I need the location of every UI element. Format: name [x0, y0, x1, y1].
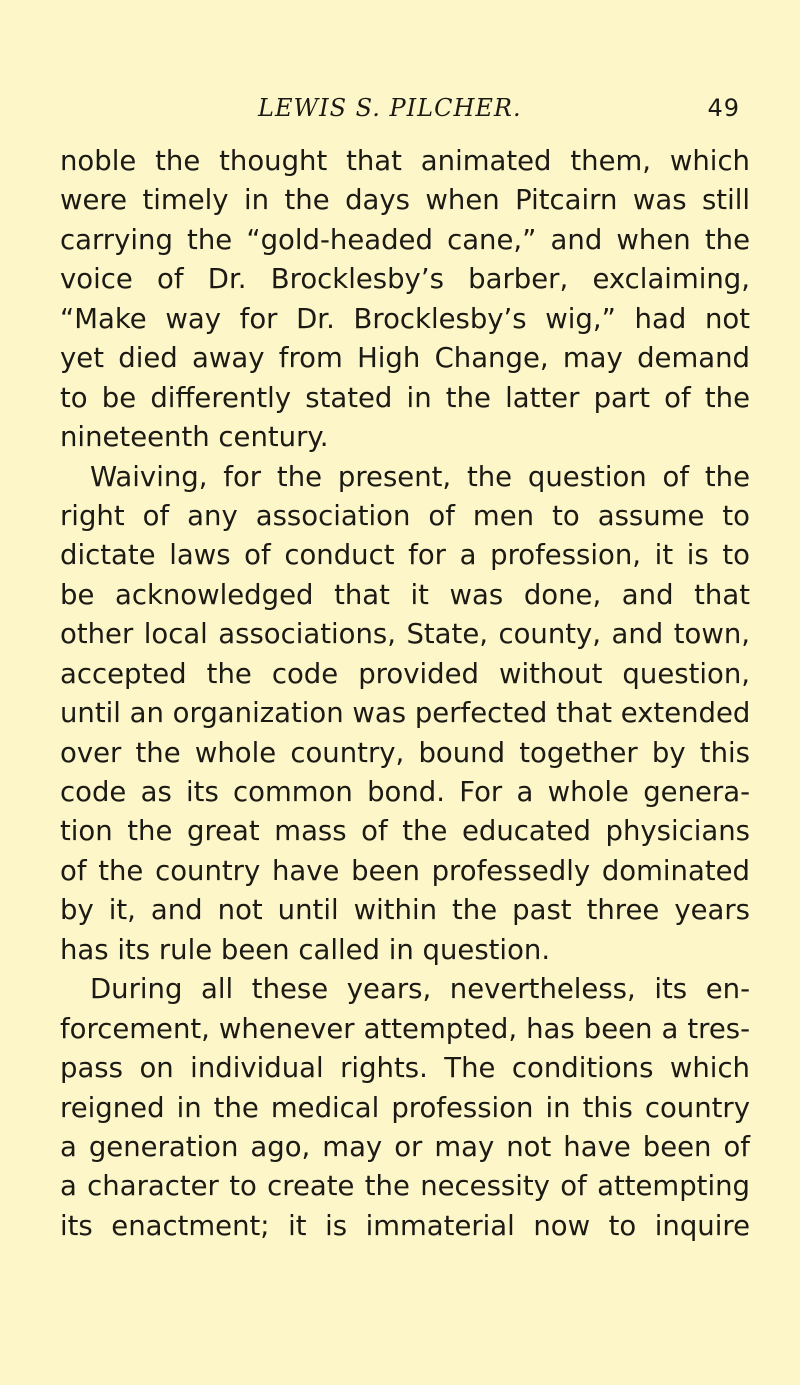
text-line: pass on individual rights. The conditions which: [60, 1052, 750, 1085]
running-title: LEWIS S. PILCHER.: [258, 94, 522, 122]
text-line: until an organization was perfected that extended: [60, 697, 751, 730]
text-line: During all these years, nevertheless, its en-: [90, 973, 750, 1006]
text-line: a character to create the necessity of attempting: [60, 1170, 750, 1203]
text-line: accepted the code provided without question,: [60, 657, 750, 690]
text-line: a generation ago, may or may not have been of: [60, 1130, 750, 1163]
text-line: Waiving, for the present, the question of the: [90, 460, 750, 493]
text-line: yet died away from High Change, may demand: [60, 342, 750, 375]
text-line: dictate laws of conduct for a profession, it is to: [60, 539, 750, 572]
text-line: over the whole country, bound together by this: [60, 736, 750, 769]
text-line: carrying the “gold-headed cane,” and when the: [60, 223, 750, 256]
page-number: 49: [707, 94, 740, 122]
text-line: nineteenth century.: [60, 421, 329, 454]
text-line: by it, and not until within the past three years: [60, 894, 750, 927]
running-head: [60, 94, 740, 134]
text-line: its enactment; it is immaterial now to inquire: [60, 1209, 750, 1242]
text-line: code as its common bond. For a whole genera-: [60, 776, 750, 808]
text-line: were timely in the days when Pitcairn was still: [60, 184, 750, 217]
text-line: be acknowledged that it was done, and that: [60, 578, 750, 611]
text-line: has its rule been called in question.: [60, 933, 551, 966]
text-line: to be differently stated in the latter part of the: [60, 381, 750, 414]
text-line: noble the thought that animated them, which: [60, 145, 750, 177]
body-text: [60, 142, 750, 1246]
text-line: right of any association of men to assume to: [60, 499, 750, 532]
text-line: forcement, whenever attempted, has been a tres-: [60, 1012, 750, 1045]
text-line: “Make way for Dr. Brocklesby’s wig,” had not: [60, 302, 750, 335]
text-line: tion the great mass of the educated physicians: [60, 815, 750, 848]
text-line: voice of Dr. Brocklesby’s barber, exclaiming,: [60, 263, 750, 296]
text-line: of the country have been professedly dominated: [60, 854, 750, 887]
text-line: reigned in the medical profession in this country: [60, 1091, 750, 1124]
text-line: other local associations, State, county, and town,: [60, 618, 750, 651]
